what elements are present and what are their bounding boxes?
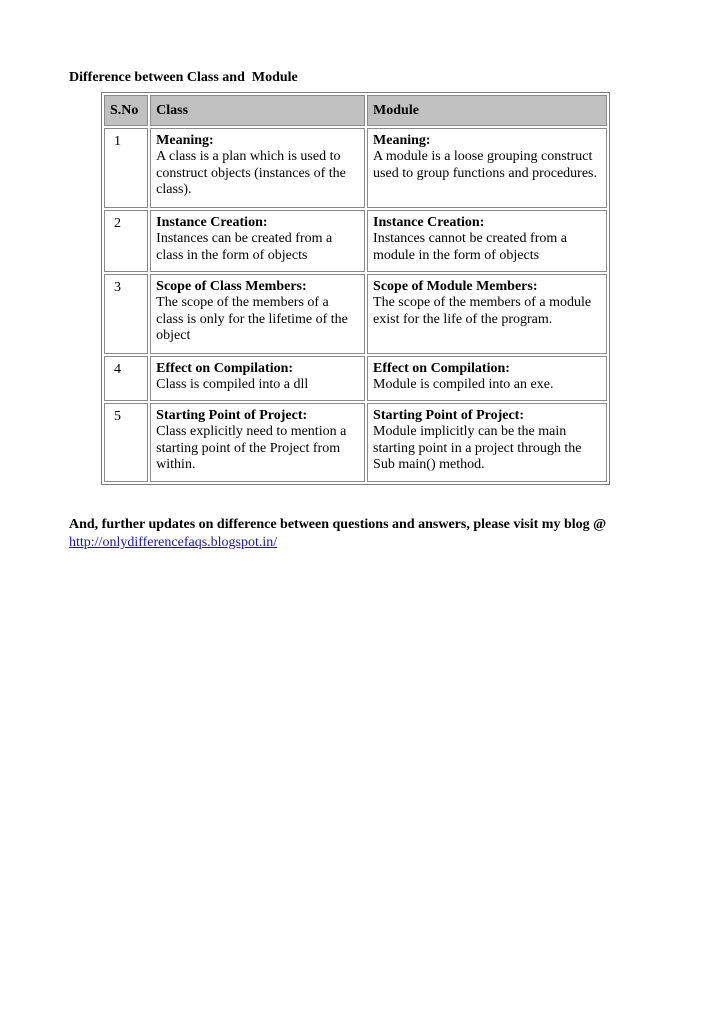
- class-cell-title: Meaning:: [156, 132, 214, 148]
- module-cell-text: The scope of the members of a module exist for the life of the program.: [373, 295, 592, 327]
- class-cell-text: A class is a plan which is used to construct objects (instances of the class).: [156, 149, 346, 197]
- module-cell: [367, 356, 607, 401]
- module-cell: [367, 274, 607, 354]
- row-sno: 4: [104, 356, 148, 401]
- comparison-table: [101, 92, 610, 485]
- class-cell-title: Starting Point of Project:: [156, 407, 308, 423]
- module-cell: [367, 403, 607, 482]
- class-cell-text: The scope of the members of a class is only for the lifetime of the object: [156, 295, 348, 343]
- footer-text: And, further updates on difference between questions and answers, please visit my blog @: [69, 517, 607, 532]
- module-cell-text: Module implicitly can be the main starting point in a project through the Sub main() method.: [373, 424, 582, 472]
- table-row: [104, 274, 607, 354]
- class-cell-text: Class explicitly need to mention a starting point of the Project from within.: [156, 424, 347, 472]
- row-sno: 1: [104, 128, 148, 208]
- blog-link[interactable]: http://onlydifferencefaqs.blogspot.in/: [69, 535, 278, 550]
- class-cell: [150, 128, 365, 208]
- row-sno: 3: [104, 274, 148, 354]
- header-module: Module: [367, 95, 607, 126]
- class-cell: [150, 210, 365, 272]
- module-cell-text: A module is a loose grouping construct used to group functions and procedures.: [373, 149, 597, 181]
- class-cell-title: Effect on Compilation:: [156, 360, 294, 376]
- class-cell-text: Instances can be created from a class in the form of objects: [156, 231, 333, 263]
- module-cell-text: Instances cannot be created from a module in the form of objects: [373, 231, 567, 263]
- module-cell-title: Meaning:: [373, 132, 431, 148]
- module-cell-title: Effect on Compilation:: [373, 360, 510, 376]
- row-sno: 5: [104, 403, 148, 482]
- table-row: [104, 210, 607, 272]
- module-cell-title: Instance Creation:: [373, 214, 485, 230]
- class-cell-title: Instance Creation:: [156, 214, 268, 230]
- table-row: [104, 356, 607, 401]
- row-sno: 2: [104, 210, 148, 272]
- module-cell-title: Starting Point of Project:: [373, 407, 525, 423]
- table-header-row: [104, 95, 607, 126]
- class-cell-title: Scope of Class Members:: [156, 278, 307, 294]
- class-cell: [150, 356, 365, 401]
- class-cell: [150, 403, 365, 482]
- footer-note: [69, 516, 659, 552]
- module-cell-text: Module is compiled into an exe.: [373, 377, 554, 392]
- document-title: Difference between Class and Module: [69, 70, 298, 85]
- module-cell-title: Scope of Module Members:: [373, 278, 538, 294]
- header-sno: S.No: [104, 95, 148, 126]
- table-row: [104, 403, 607, 482]
- class-cell: [150, 274, 365, 354]
- table-row: [104, 128, 607, 208]
- module-cell: [367, 210, 607, 272]
- header-class: Class: [150, 95, 365, 126]
- module-cell: [367, 128, 607, 208]
- class-cell-text: Class is compiled into a dll: [156, 377, 309, 392]
